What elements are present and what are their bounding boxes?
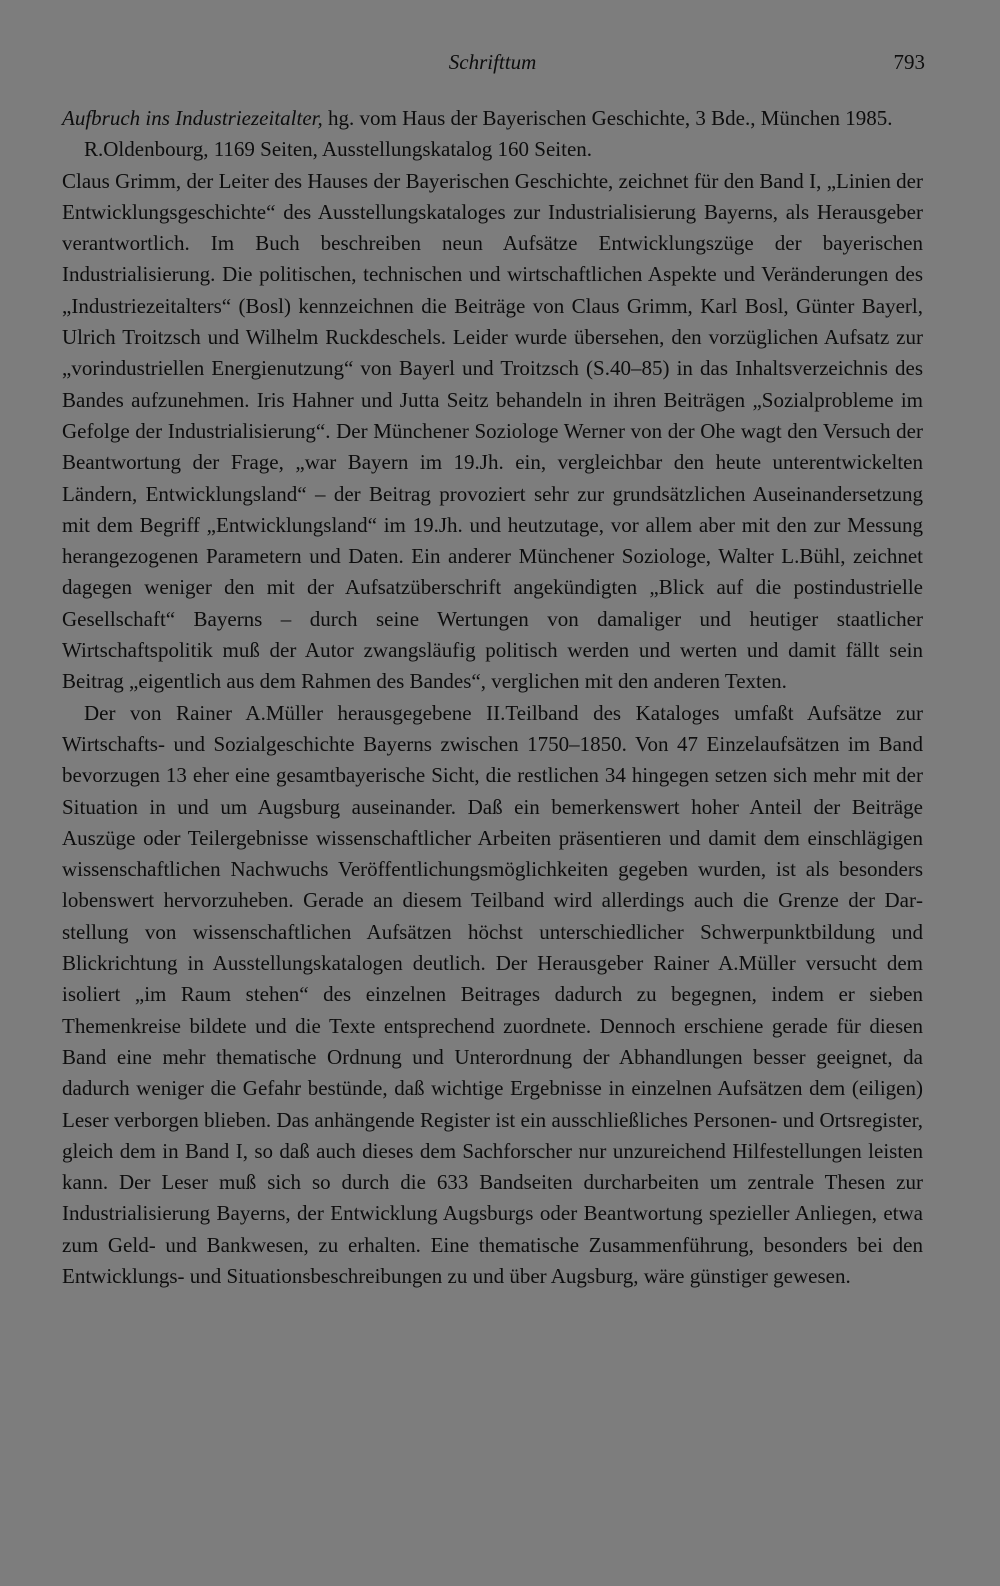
book-title: Aufbruch ins Industriezeitalter,	[62, 106, 323, 130]
section-title: Schrifttum	[448, 50, 537, 74]
review-paragraph-2: Der von Rainer A.Müller herausgegebene II.Teilband des Kataloges umfaßt Aufsätze zur Wirtschafts- und Sozialgeschichte Bayerns zwischen 1750–1850. Von 47 Einzelaufsätzen im Band bevorzugen 13 eher eine gesamtbayerische Sicht, die restlichen 34 hingegen setzen sich mehr mit der Situation in und um Augsburg auseinander. Daß ein bemerkenswert hoher Anteil der Beiträge Auszüge oder Teilergebnisse wissenschaftlicher Arbeiten präsentieren und damit dem einschlägigen wissenschaftlichen Nachwuchs Veröffentlichungsmöglichkeiten gegeben wurden, ist als besonders lobenswert hervorzuheben. Gerade an diesem Teilband wird allerdings auch die Grenze der Darstellung von wissenschaftlichen Aufsätzen höchst unterschiedlicher Schwerpunktbildung und Blickrichtung in Ausstellungskatalogen deutlich. Der Herausgeber Rainer A.Müller versucht dem isoliert „im Raum stehen“ des einzelnen Beitrages dadurch zu begegnen, indem er sieben Themenkreise bildete und die Texte entsprechend zuordnete. Dennoch erschiene gerade für diesen Band eine mehr thematische Ordnung und Unterordnung der Abhandlungen besser geeignet, da dadurch weniger die Gefahr bestünde, daß wichtige Ergebnisse in einzelnen Aufsätzen dem (eiligen) Leser verborgen blieben. Das anhängende Register ist ein ausschließliches Personen- und Ortsregister, gleich dem in Band I, so daß auch dieses dem Sachforscher nur unzureichend Hilfestellungen leisten kann. Der Leser muß sich so durch die 633 Bandseiten durcharbeiten um zentrale Thesen zur Industrialisierung Bayerns, der Entwicklung Augsburgs oder Beantwortung spezieller Anliegen, etwa zum Geld- und Bankwesen, zu erhalten. Eine thematische Zusammenführung, besonders bei den Entwicklungs- und Situationsbeschreibungen zu und über Augsburg, wäre günstiger gewesen.	[62, 700, 923, 1288]
citation-details: hg. vom Haus der Bayerischen Geschichte, 3 Bde., München 1985. R.Oldenbourg, 1169 Seiten, Ausstellungskatalog 160 Seiten.	[84, 106, 893, 162]
book-page	[62, 40, 923, 1292]
page-number: 793	[893, 50, 925, 74]
running-head	[62, 40, 923, 80]
review-entry	[62, 103, 923, 1292]
bibliographic-citation	[62, 103, 923, 166]
review-paragraph-1: Claus Grimm, der Leiter des Hauses der Bayerischen Geschichte, zeichnet für den Band I, „Linien der Entwicklungsgeschichte“ des Ausstellungskataloges zur Industrialisierung Bayerns, als Herausgeber verantwortlich. Im Buch beschreiben neun Aufsätze Entwicklungszüge der bayerischen Industrialisierung. Die politischen, technischen und wirtschaftlichen Aspekte und Veränderungen des „Industriezeitalters“ (Bosl) kennzeichnen die Beiträge von Claus Grimm, Karl Bosl, Günter Bayerl, Ulrich Troitzsch und Wilhelm Ruckdeschels. Leider wurde übersehen, den vorzüglichen Aufsatz zur „vorindustriellen Energienutzung“ von Bayerl und Troitzsch (S.40–85) in das Inhaltsverzeichnis des Bandes aufzunehmen. Iris Hahner und Jutta Seitz behandeln in ihren Beiträgen „Sozialprobleme im Gefolge der Industrialisierung“. Der Münchener Soziologe Werner von der Ohe wagt den Versuch der Beantwortung der Frage, „war Bayern im 19.Jh. ein, vergleichbar den heute unterentwickelten Ländern, Entwicklungsland“ – der Beitrag provoziert sehr zur grundsätzlichen Auseinandersetzung mit dem Begriff „Entwicklungsland“ im 19.Jh. und heutzutage, vor allem aber mit den zur Messung herangezogenen Parametern und Daten. Ein anderer Münchener Soziologe, Walter L.Bühl, zeichnet dagegen weniger den mit der Aufsatzüberschrift angekündigten „Blick auf die postindustrielle Gesellschaft“ Bayerns – durch seine Wertungen von damaliger und heutiger staatlicher Wirtschaftspolitik muß der Autor zwangsläufig politisch werden und werten und damit fällt sein Beitrag „eigentlich aus dem Rahmen des Bandes“, verglichen mit den anderen Texten.	[62, 168, 923, 694]
